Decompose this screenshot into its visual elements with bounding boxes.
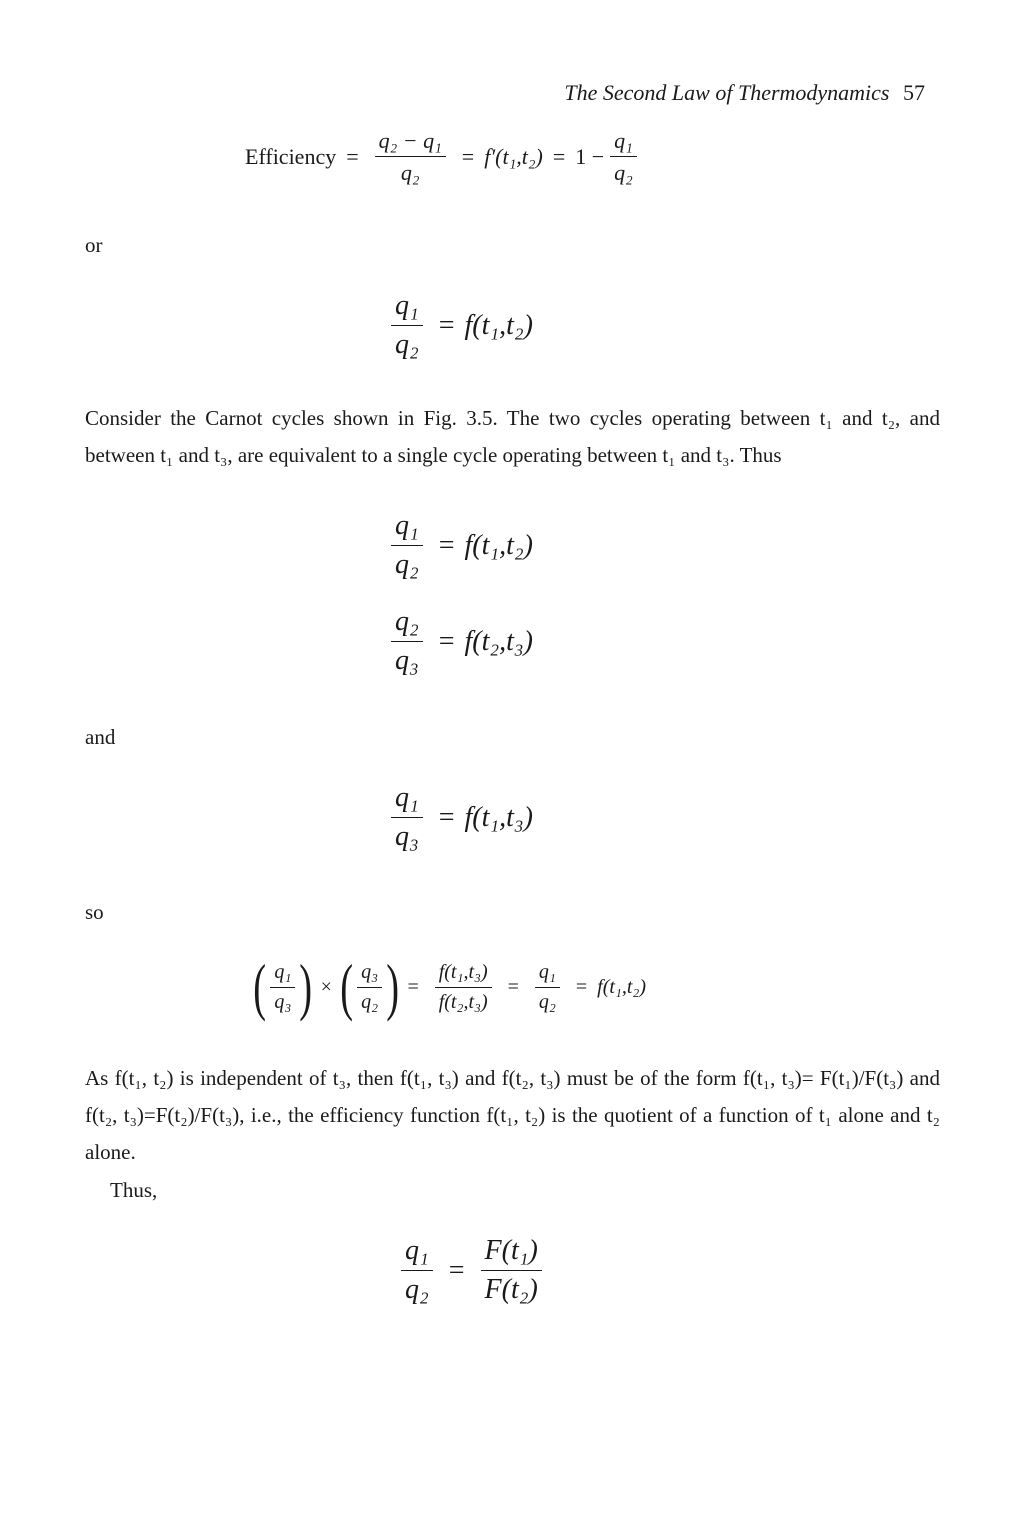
equation-rhs: f(t₁,t₂) [597,975,647,998]
connector-so: so [85,900,104,924]
heat-ratio-fraction [610,128,637,186]
fraction-numerator: q₁ [395,290,419,321]
fraction-denominator: q₂ [405,1274,429,1306]
equation-fraction [270,961,295,1014]
equation-fraction [391,510,423,581]
equation-efficiency: Efficiency = $\frac{\text{q₂ − q₁}}{\text{q₂}}$ = f′(t₁,t₂) = 1 − $\frac{\text{q₁}}{\text{q₂}}$ [245,128,643,186]
connector-and: and [85,725,116,749]
efficiency-fraction [375,128,446,186]
fraction-denominator: q₂ [361,990,379,1013]
running-header [0,80,925,106]
fraction-numerator: q₁ [614,128,633,153]
header-title: The Second Law of Thermodynamics [564,80,890,105]
equation-fraction [391,290,423,361]
paragraph-efficiency-function: As f(t₁, t₂) is independent of t₃, then f(t₁, t₃) and f(t₂, t₃) must be of the form f(t₁, t₃)= F(t₁)/F(t₃) and f(t₂, t₃)=F(t₂)/F(t₃), i.e., the efficiency function f(t₁, t₂) is the quotient of a function of t₁ alone and t₂ alone. [85,1066,940,1164]
efficiency-function: f′(t₁,t₂) [484,143,543,169]
equation-rhs: f(t₁,t₂) [464,309,533,341]
connector-thus: Thus, [110,1178,158,1202]
times-sign: × [320,975,332,998]
fraction-numerator: q₂ − q₁ [378,128,442,153]
fraction-denominator: q₂ [395,329,419,361]
fraction-denominator: q₃ [395,645,419,677]
fraction-numerator: f(t₁,t₃) [438,960,488,983]
equation-fraction [391,606,423,677]
fraction-denominator: q₂ [538,990,556,1013]
connector-or: or [85,233,103,257]
fraction-denominator: q₂ [614,160,633,186]
equation-fraction [401,1235,433,1306]
fraction-numerator: F(t₁) [484,1235,538,1266]
fraction-denominator: q₃ [395,821,419,853]
fraction-denominator: F(t₂) [484,1274,538,1306]
equation-rhs: f(t₂,t₃) [464,625,533,657]
paragraph-carnot-cycles: Consider the Carnot cycles shown in Fig. 3.5. The two cycles operating between t₁ and t₂, and between t₁ and t₃, are equivalent to a single cycle operating between t₁ and t₃. Thus [85,406,940,467]
fraction-denominator: q₃ [274,990,292,1013]
fraction-denominator: f(t₂,t₃) [438,990,488,1013]
one-minus: 1 − [575,143,605,169]
fraction-denominator: q₂ [395,549,419,581]
page-number: 57 [903,80,925,105]
equation-2: $\frac{\text{q₁}}{\text{q₂}}$ = f(t₁,t₂) [385,510,533,581]
equation-fraction [391,782,423,853]
equation-6: $\frac{\text{q₁}}{\text{q₂}}$ = $\frac{\text{F(t₁)}}{\text{F(t₂)}}$ [395,1235,548,1306]
equation-1: $\frac{\text{q₁}}{\text{q₂}}$ = f(t₁,t₂) [385,290,533,361]
fraction-denominator: q₂ [400,160,420,186]
equation-5: ( $\frac{\text{q₁}}{\text{q₃}}$ ) × ( $\frac{\text{q₃}}{\text{q₂}}$ ) = $\frac{\text{f(t₁,t₃)}}{\text{f(t₂,t₃)}}$ = $\frac{\text{q₁}}{\text{q₂}}$ = f(t₁,t₂) [253,951,647,1022]
fraction-numerator: q₁ [395,782,419,813]
fraction-numerator: q₁ [274,960,292,983]
fraction-numerator: q₃ [361,960,379,983]
equation-3: $\frac{\text{q₂}}{\text{q₃}}$ = f(t₂,t₃) [385,606,533,677]
fraction-numerator: q₂ [395,606,419,637]
equation-4: $\frac{\text{q₁}}{\text{q₃}}$ = f(t₁,t₃) [385,782,533,853]
equation-fraction [535,961,560,1014]
fraction-numerator: q₁ [538,960,556,983]
fraction-numerator: q₁ [405,1235,429,1266]
equation-fraction [481,1235,542,1306]
equation-rhs: f(t₁,t₂) [464,529,533,561]
equation-fraction [435,961,492,1014]
equation-rhs: f(t₁,t₃) [464,801,533,833]
fraction-numerator: q₁ [395,510,419,541]
equation-fraction [357,961,382,1014]
efficiency-label: Efficiency [245,143,337,169]
